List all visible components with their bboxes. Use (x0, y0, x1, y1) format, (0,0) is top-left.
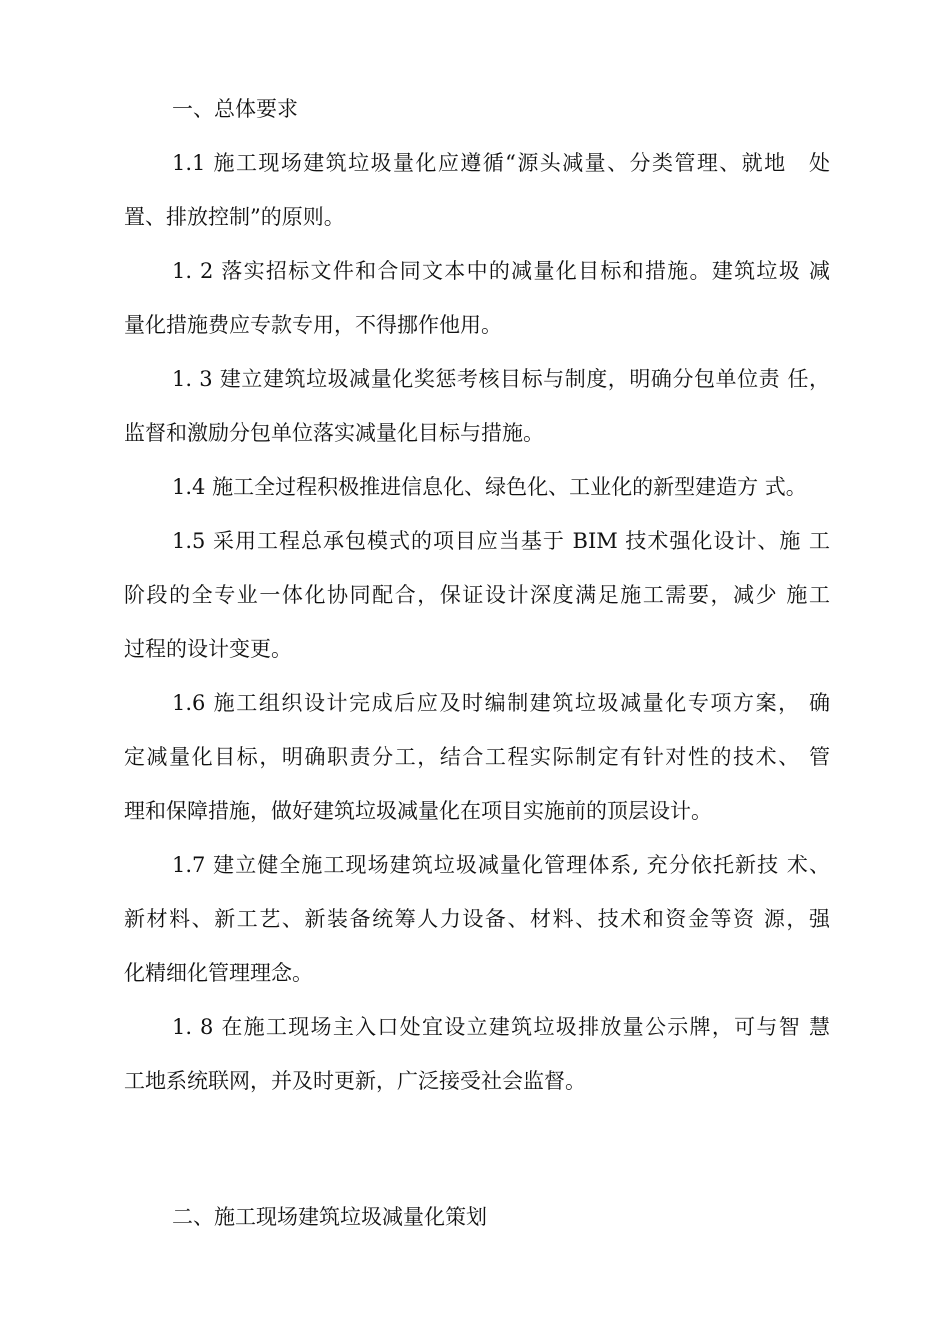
paragraph-line: 工地系统联网，并及时更新，广泛接受社会监督。 (124, 1069, 586, 1093)
paragraph-1-8 (124, 1000, 830, 1108)
paragraph-1-5 (124, 514, 830, 676)
paragraph-line: 监督和激励分包单位落实减量化目标与措施。 (124, 421, 544, 445)
paragraph-line: 1.1 施工现场建筑垃圾量化应遵循“源头减量、分类管理、就地 处 (172, 151, 830, 175)
paragraph-1-4 (124, 460, 830, 514)
paragraph-line: 1. 2 落实招标文件和合同文本中的减量化目标和措施。建筑垃圾 减 (172, 259, 830, 283)
paragraph-line: 化精细化管理理念。 (124, 961, 313, 985)
section-heading-general-requirements: 一、总体要求 (172, 97, 298, 121)
paragraph-line: 置、排放控制”的原则。 (124, 205, 345, 229)
paragraph-1-6 (124, 676, 830, 838)
paragraph-1-3 (124, 352, 830, 460)
paragraph-line: 阶段的全专业一体化协同配合，保证设计深度满足施工需要，减少 施工 (124, 583, 830, 607)
paragraph-line: 定减量化目标，明确职责分工，结合工程实际制定有针对性的技术、 管 (124, 745, 830, 769)
paragraph-line: 1. 3 建立建筑垃圾减量化奖惩考核目标与制度，明确分包单位责 任， (172, 367, 830, 391)
paragraph-line: 过程的设计变更。 (124, 637, 292, 661)
paragraph-line: 1.7 建立健全施工现场建筑垃圾减量化管理体系, 充分依托新技 术、 (172, 853, 830, 877)
section-heading-waste-reduction-planning: 二、施工现场建筑垃圾减量化策划 (172, 1205, 487, 1229)
paragraph-line: 1.6 施工组织设计完成后应及时编制建筑垃圾减量化专项方案， 确 (172, 691, 830, 715)
paragraph-1-7 (124, 838, 830, 1000)
paragraph-line: 1.5 采用工程总承包模式的项目应当基于 BIM 技术强化设计、施 工 (172, 529, 830, 553)
paragraph-line: 量化措施费应专款专用，不得挪作他用。 (124, 313, 502, 337)
paragraph-1-2 (124, 244, 830, 352)
paragraph-line: 新材料、新工艺、新装备统筹人力设备、材料、技术和资金等资 源，强 (124, 907, 830, 931)
paragraph-line: 理和保障措施，做好建筑垃圾减量化在项目实施前的顶层设计。 (124, 799, 712, 823)
paragraph-line: 1.4 施工全过程积极推进信息化、绿色化、工业化的新型建造方 式。 (172, 475, 807, 499)
paragraph-1-1 (124, 136, 830, 244)
paragraph-line: 1. 8 在施工现场主入口处宜设立建筑垃圾排放量公示牌，可与智 慧 (172, 1015, 830, 1039)
